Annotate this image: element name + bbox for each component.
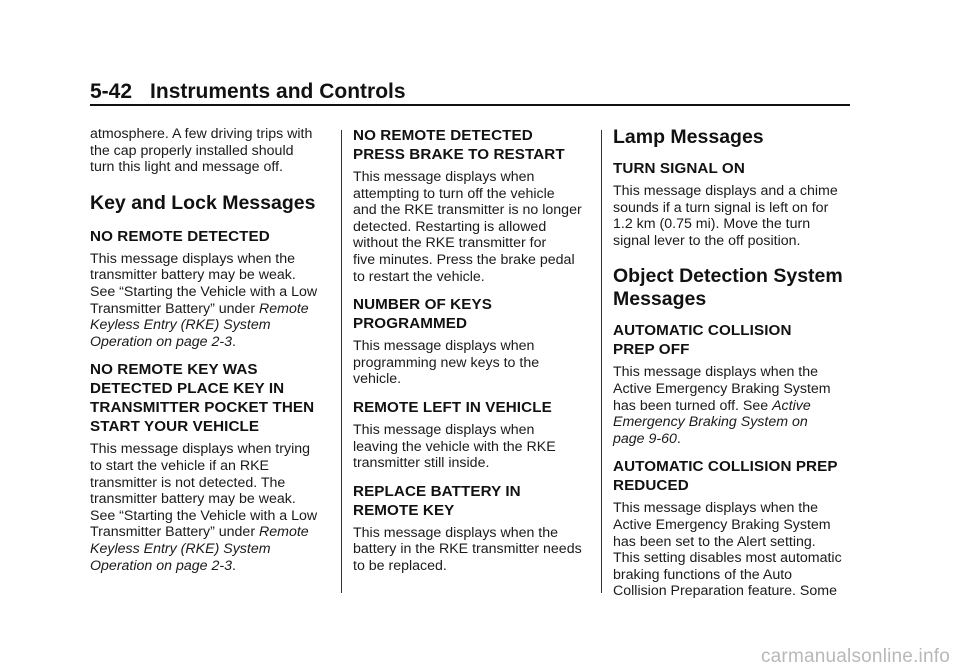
column-1 (90, 126, 332, 574)
column-divider (601, 130, 602, 593)
acp-reduced-heading: AUTOMATIC COLLISION PREP REDUCED (613, 458, 838, 495)
acp-off-heading: AUTOMATIC COLLISION PREP OFF (613, 322, 792, 359)
intro-paragraph: atmosphere. A few driving trips with the cap properly installed should turn this light and message off. (90, 126, 313, 176)
no-remote-reference: Remote Keyless Entry (RKE) System Operation on page 2-3 (90, 300, 309, 350)
page-number: 5-42 (90, 80, 133, 103)
place-key-paragraph: This message displays when trying to start the vehicle if an RKE transmitter is not detected. The transmitter battery may be weak. See “Starting the Vehicle with a Low Transmitter Battery” under Remote Keyless Entry (RKE) System Operation on page 2-3. (90, 441, 318, 574)
key-lock-heading: Key and Lock Messages (90, 191, 316, 214)
turn-signal-paragraph: This message displays and a chime sounds if a turn signal is left on for 1.2 km (0.75 mi). Move the turn signal lever to the off position. (613, 183, 838, 249)
no-remote-heading: NO REMOTE DETECTED (90, 227, 270, 245)
column-divider (341, 130, 342, 593)
acp-off-paragraph: This message displays when the Active Emergency Braking System has been turned off. See Active Emergency Braking System on page 9-60. (613, 364, 831, 447)
remote-left-paragraph: This message displays when leaving the vehicle with the RKE transmitter still inside. (353, 421, 556, 472)
number-keys-heading: NUMBER OF KEYS PROGRAMMED (353, 296, 492, 333)
acp-off-reference: Active Emergency Braking System on page 9-60 (613, 397, 811, 447)
replace-battery-heading: REPLACE BATTERY IN REMOTE KEY (353, 482, 521, 519)
section-title: Instruments and Controls (150, 80, 406, 103)
turn-signal-heading: TURN SIGNAL ON (613, 160, 745, 177)
remote-left-heading: REMOTE LEFT IN VEHICLE (353, 398, 552, 416)
place-key-reference: Remote Keyless Entry (RKE) System Operation on page 2-3 (90, 524, 309, 574)
number-keys-paragraph: This message displays when programming new keys to the vehicle. (353, 338, 540, 388)
page-header (90, 80, 406, 104)
press-brake-heading: NO REMOTE DETECTED PRESS BRAKE TO RESTART (353, 127, 565, 163)
object-detection-heading: Object Detection System Messages (613, 265, 843, 311)
column-3 (613, 126, 863, 600)
no-remote-paragraph: This message displays when the transmitter battery may be weak. See “Starting the Vehicle with a Low Transmitter Battery” under Remote Keyless Entry (RKE) System Operation on page 2-3. (90, 250, 318, 350)
lamp-messages-heading: Lamp Messages (613, 126, 764, 148)
press-brake-paragraph: This message displays when attempting to turn off the vehicle and the RKE transmitter is no longer detected. Restarting is allowed without the RKE transmitter for five minutes. Press the brake pedal to restart the vehicle. (353, 169, 582, 285)
acp-reduced-paragraph: This message displays when the Active Emergency Braking System has been set to the Alert setting. This setting disables most automatic braking functions of the Auto Collision Preparation feature. Some (613, 500, 842, 600)
watermark: carmanualsonline.info (760, 646, 950, 667)
column-2 (353, 126, 597, 575)
replace-battery-paragraph: This message displays when the battery in the RKE transmitter needs to be replaced. (353, 524, 582, 574)
place-key-heading: NO REMOTE KEY WAS DETECTED PLACE KEY IN TRANSMITTER POCKET THEN START YOUR VEHICLE (90, 361, 315, 436)
header-rule (90, 104, 850, 106)
